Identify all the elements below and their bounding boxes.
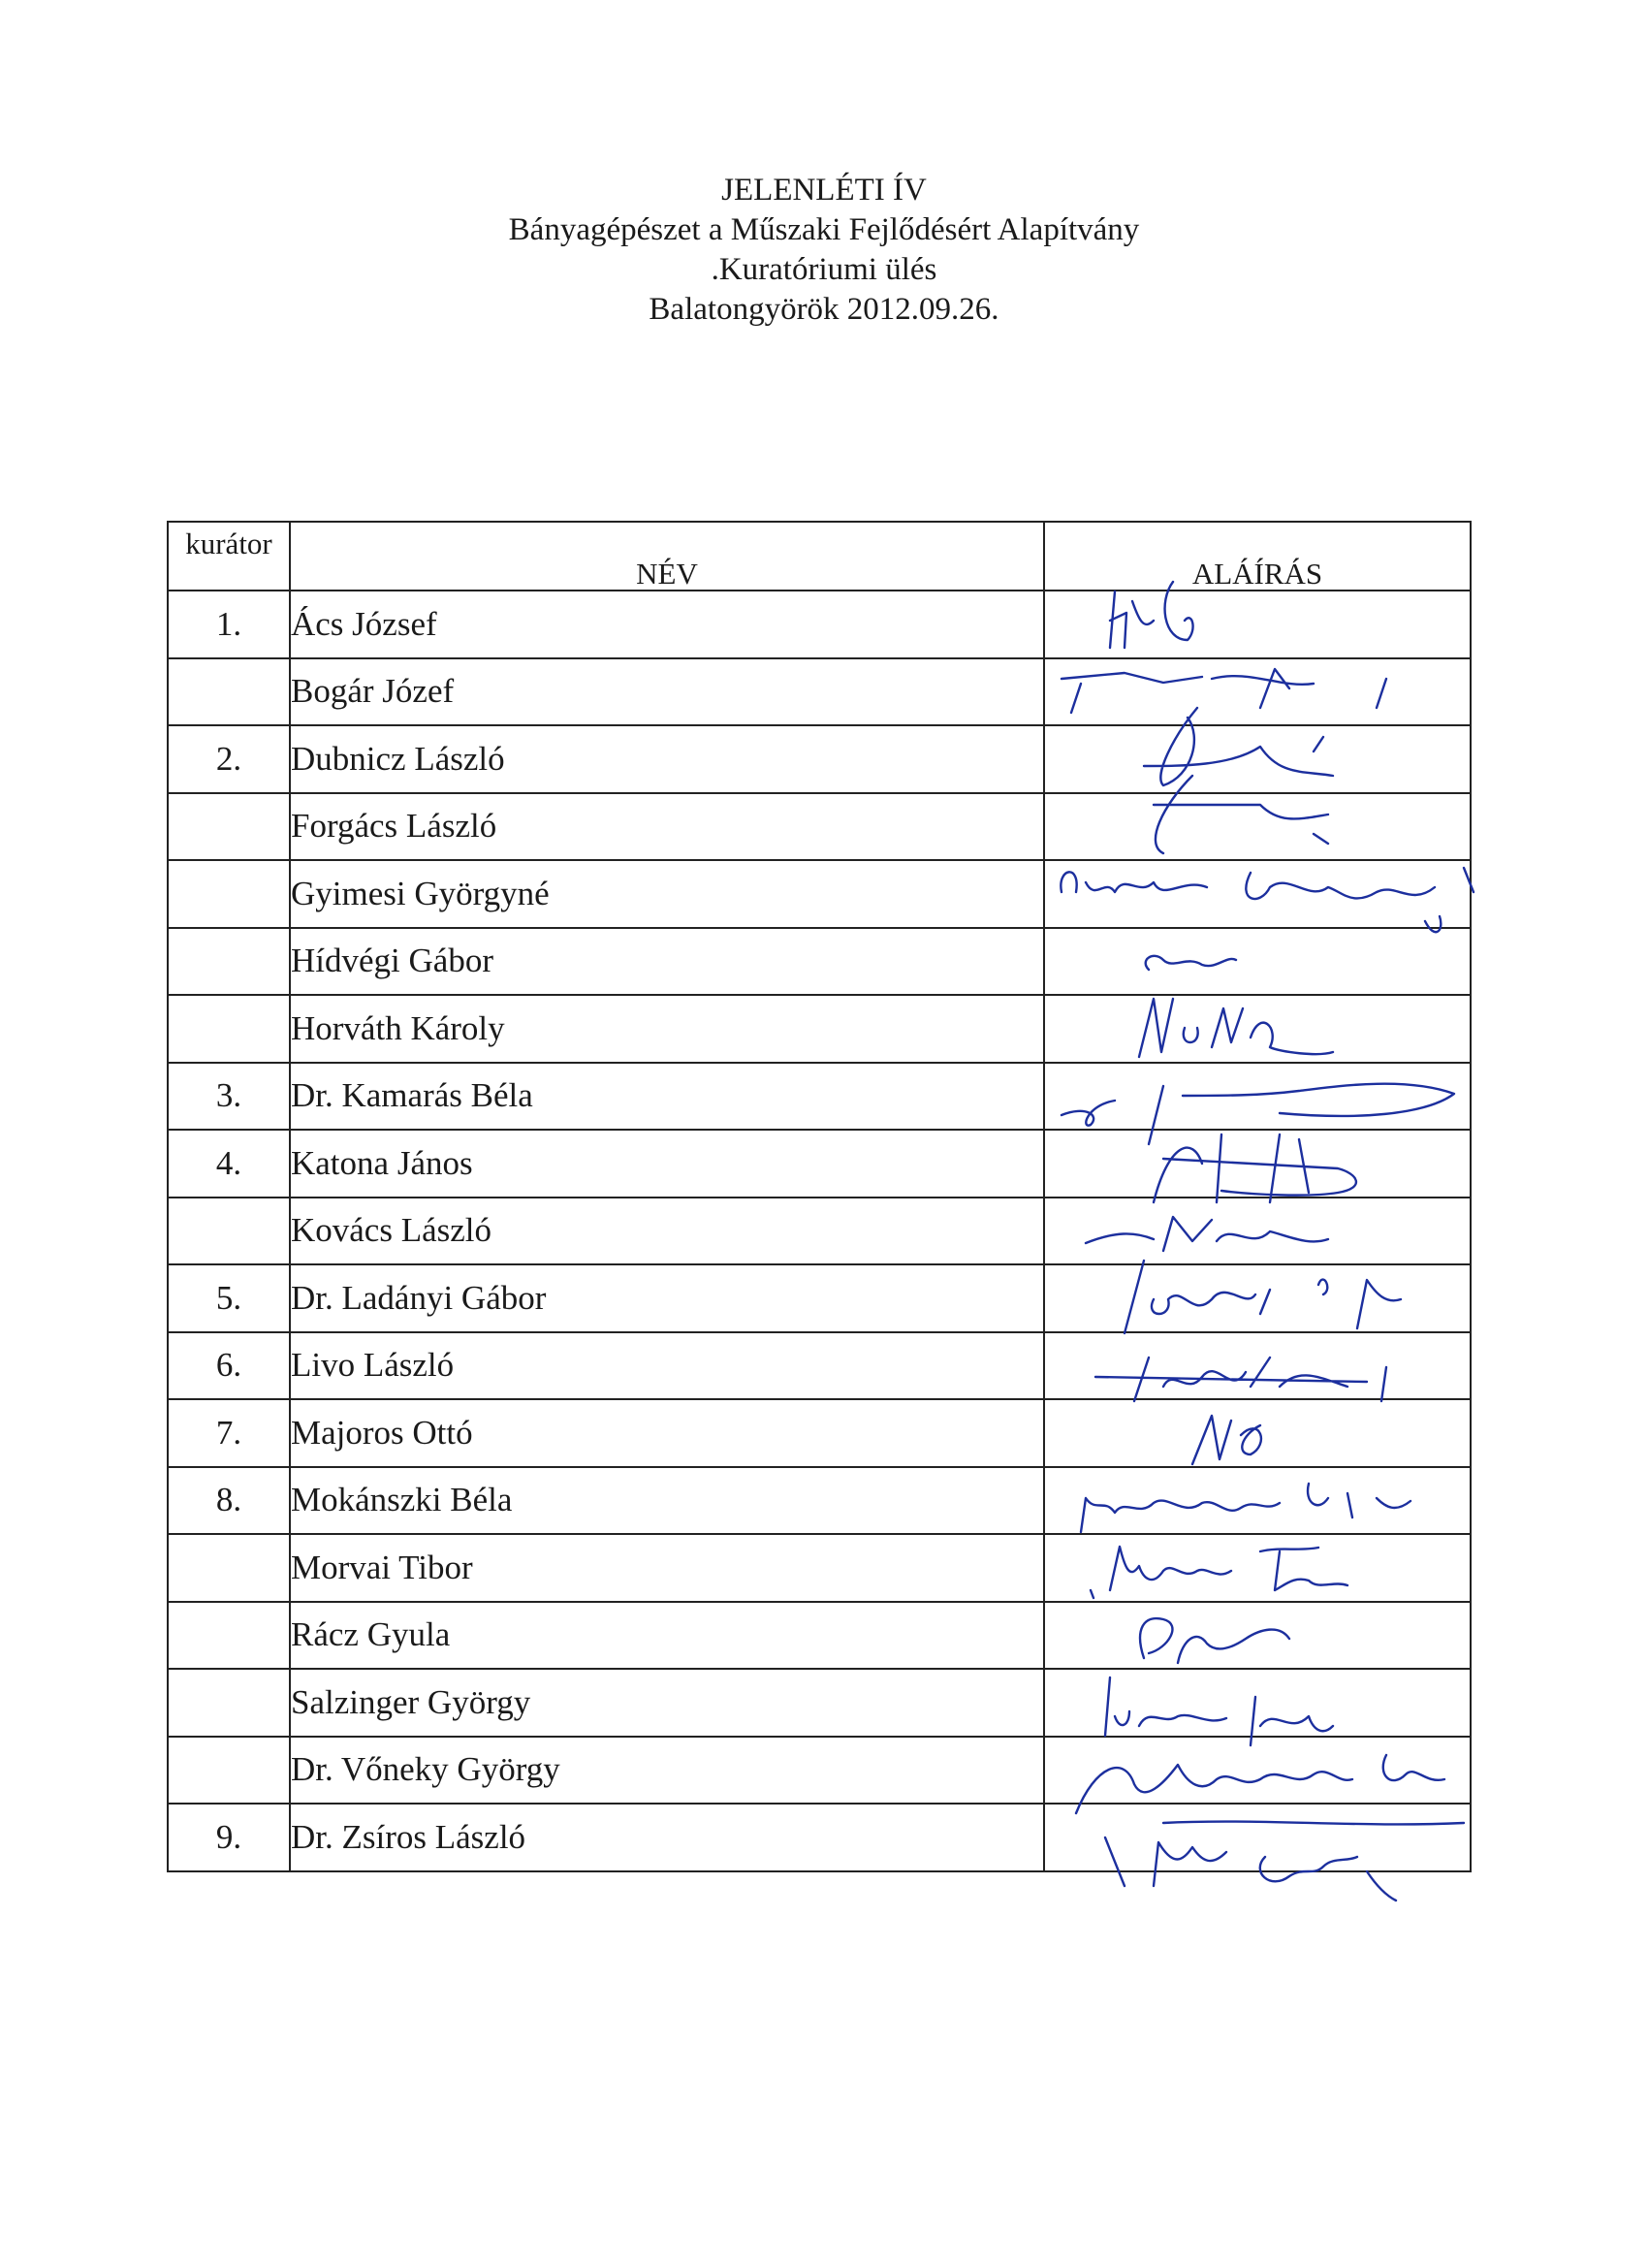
- table-row: [168, 1063, 1471, 1131]
- signature-cell: [1044, 928, 1471, 996]
- attendee-name-cell: Livo László: [290, 1332, 1044, 1400]
- table-row: [168, 793, 1471, 861]
- signature-cell: [1044, 1737, 1471, 1805]
- signature-cell: [1044, 658, 1471, 726]
- attendee-name-cell: Bogár Józef: [290, 658, 1044, 726]
- attendee-name-cell: Hídvégi Gábor: [290, 928, 1044, 996]
- attendance-table: [167, 521, 1472, 1872]
- table-row: [168, 658, 1471, 726]
- table-row: [168, 1198, 1471, 1265]
- kurator-number-cell: [168, 1669, 290, 1737]
- column-header-kurator: kurátor: [168, 522, 290, 591]
- kurator-number-cell: 2.: [168, 725, 290, 793]
- table-row: [168, 1399, 1471, 1467]
- table-row: [168, 1602, 1471, 1670]
- signature-cell: [1044, 1669, 1471, 1737]
- kurator-number-cell: [168, 1534, 290, 1602]
- kurator-number-cell: [168, 793, 290, 861]
- attendee-name-cell: Dr. Kamarás Béla: [290, 1063, 1044, 1131]
- table-row: [168, 995, 1471, 1063]
- kurator-number-cell: [168, 1198, 290, 1265]
- kurator-number-cell: 8.: [168, 1467, 290, 1535]
- table-row: [168, 591, 1471, 658]
- kurator-number-cell: 6.: [168, 1332, 290, 1400]
- kurator-number-cell: 3.: [168, 1063, 290, 1131]
- kurator-number-cell: 9.: [168, 1804, 290, 1871]
- attendee-name-cell: Ács József: [290, 591, 1044, 658]
- kurator-number-cell: 4.: [168, 1130, 290, 1198]
- table-row: [168, 725, 1471, 793]
- signature-cell: [1044, 860, 1471, 928]
- kurator-number-cell: [168, 1737, 290, 1805]
- table-row: [168, 860, 1471, 928]
- table-row: [168, 1804, 1471, 1871]
- kurator-number-cell: [168, 860, 290, 928]
- attendee-name-cell: Gyimesi Györgyné: [290, 860, 1044, 928]
- kurator-number-cell: [168, 1602, 290, 1670]
- attendee-name-cell: Dr. Vőneky György: [290, 1737, 1044, 1805]
- signature-cell: [1044, 1264, 1471, 1332]
- kurator-number-cell: [168, 658, 290, 726]
- attendee-name-cell: Forgács László: [290, 793, 1044, 861]
- signature-cell: [1044, 1602, 1471, 1670]
- signature-cell: [1044, 1198, 1471, 1265]
- signature-cell: [1044, 1130, 1471, 1198]
- meeting-type: .Kuratóriumi ülés: [711, 252, 937, 287]
- signature-cell: [1044, 1804, 1471, 1871]
- signature-cell: [1044, 1467, 1471, 1535]
- table-row: [168, 1467, 1471, 1535]
- signature-cell: [1044, 1399, 1471, 1467]
- attendee-name-cell: Majoros Ottó: [290, 1399, 1044, 1467]
- signature-cell: [1044, 1332, 1471, 1400]
- meeting-place-date: Balatongyörök 2012.09.26.: [649, 292, 999, 327]
- signature-cell: [1044, 591, 1471, 658]
- table-row: [168, 1669, 1471, 1737]
- table-row: [168, 928, 1471, 996]
- signature-cell: [1044, 725, 1471, 793]
- kurator-number-cell: 7.: [168, 1399, 290, 1467]
- kurator-number-cell: 1.: [168, 591, 290, 658]
- attendee-name-cell: Morvai Tibor: [290, 1534, 1044, 1602]
- attendee-name-cell: Dr. Ladányi Gábor: [290, 1264, 1044, 1332]
- table-row: [168, 1534, 1471, 1602]
- signature-cell: [1044, 995, 1471, 1063]
- table-row: [168, 1264, 1471, 1332]
- attendee-name-cell: Mokánszki Béla: [290, 1467, 1044, 1535]
- table-row: [168, 1332, 1471, 1400]
- attendee-name-cell: Dr. Zsíros László: [290, 1804, 1044, 1871]
- signature-cell: [1044, 793, 1471, 861]
- document-header: [0, 171, 1648, 330]
- attendee-name-cell: Rácz Gyula: [290, 1602, 1044, 1670]
- signature-cell: [1044, 1534, 1471, 1602]
- attendee-name-cell: Horváth Károly: [290, 995, 1044, 1063]
- signature-cell: [1044, 1063, 1471, 1131]
- attendee-name-cell: Dubnicz László: [290, 725, 1044, 793]
- attendee-name-cell: Salzinger György: [290, 1669, 1044, 1737]
- attendee-name-cell: Katona János: [290, 1130, 1044, 1198]
- column-header-signature: ALÁÍRÁS: [1044, 522, 1471, 591]
- kurator-number-cell: [168, 928, 290, 996]
- column-header-name: NÉV: [290, 522, 1044, 591]
- document-title: JELENLÉTI ÍV: [721, 173, 927, 208]
- kurator-number-cell: 5.: [168, 1264, 290, 1332]
- attendee-name-cell: Kovács László: [290, 1198, 1044, 1265]
- table-row: [168, 1737, 1471, 1805]
- table-row: [168, 1130, 1471, 1198]
- foundation-name: Bányagépészet a Műszaki Fejlődésért Alapítvány: [508, 212, 1140, 247]
- table-header-row: [168, 522, 1471, 591]
- kurator-number-cell: [168, 995, 290, 1063]
